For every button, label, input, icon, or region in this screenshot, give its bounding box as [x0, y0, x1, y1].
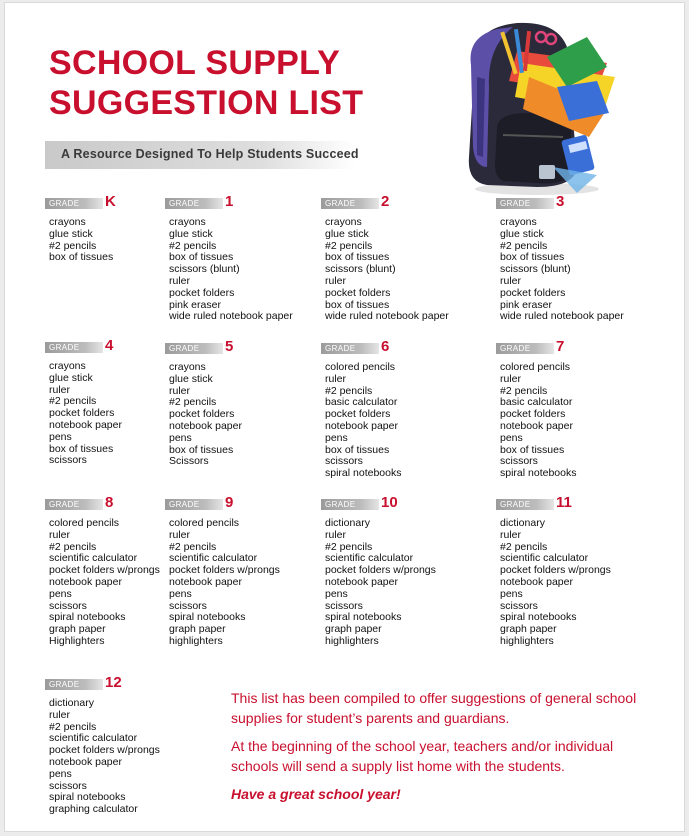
grade-number: 2	[381, 193, 390, 210]
supply-item: box of tissues	[169, 443, 234, 456]
supply-item: highlighters	[325, 634, 379, 647]
supply-item: glue stick	[49, 227, 93, 240]
supply-list	[169, 362, 325, 468]
supply-item: #2 pencils	[49, 395, 97, 408]
supply-item: ruler	[500, 528, 522, 541]
supply-item: pocket folders w/prongs	[169, 564, 280, 577]
supply-item: ruler	[169, 528, 191, 541]
supply-item: spiral notebooks	[325, 611, 402, 624]
supply-item: pens	[325, 587, 348, 600]
supply-item: notebook paper	[325, 575, 398, 588]
supply-item: notebook paper	[49, 755, 122, 768]
supply-item: box of tissues	[49, 251, 114, 264]
supply-item: crayons	[49, 360, 86, 372]
grade-header	[496, 338, 656, 359]
grade-number: 11	[556, 494, 572, 511]
supply-item: #2 pencils	[325, 540, 373, 553]
supply-item: pink eraser	[169, 298, 221, 311]
tagline: A Resource Designed To Help Students Succeed	[61, 147, 359, 161]
grade-header	[165, 193, 325, 214]
grade-label: GRADE	[45, 679, 103, 690]
grade-block-10	[321, 494, 481, 648]
supply-item: pocket folders	[325, 408, 391, 421]
grade-number: 9	[225, 494, 234, 511]
supply-item: graphing calculator	[49, 803, 138, 816]
note-paragraph-1: This list has been compiled to offer suggestions of general school supplies for student’s parents and guardians.	[231, 690, 637, 726]
supply-list	[500, 362, 656, 480]
closing-note	[231, 688, 651, 812]
supply-item: glue stick	[49, 371, 93, 384]
grade-block-5	[165, 338, 325, 468]
document-page	[4, 2, 685, 832]
supply-item: glue stick	[325, 227, 369, 240]
supply-item: pocket folders	[49, 407, 115, 420]
supply-item: pens	[49, 767, 72, 780]
grade-block-2	[321, 193, 481, 323]
supply-item: glue stick	[500, 227, 544, 240]
supply-item: colored pencils	[169, 517, 240, 529]
supply-item: glue stick	[169, 372, 213, 385]
supply-list	[500, 217, 656, 323]
grade-header	[321, 338, 481, 359]
supply-item: scientific calculator	[49, 732, 138, 745]
supply-item: wide ruled notebook paper	[325, 310, 449, 323]
supply-item: box of tissues	[500, 251, 565, 264]
supply-item: ruler	[49, 528, 71, 541]
supply-item: scissors	[500, 455, 538, 468]
supply-item: #2 pencils	[49, 540, 97, 553]
supply-list	[49, 698, 205, 816]
grade-block-9	[165, 494, 325, 648]
grade-label: GRADE	[496, 343, 554, 354]
grade-number: 10	[381, 494, 398, 511]
supply-item: pens	[49, 587, 72, 600]
grade-label: GRADE	[45, 499, 103, 510]
supply-item: glue stick	[169, 227, 213, 240]
supply-item: box of tissues	[49, 442, 114, 455]
supply-item: ruler	[500, 372, 522, 385]
supply-item: pocket folders w/prongs	[325, 564, 436, 577]
supply-item: box of tissues	[169, 251, 234, 264]
supply-item: ruler	[325, 372, 347, 385]
supply-item: scissors	[500, 599, 538, 612]
grade-number: 4	[105, 337, 114, 354]
grade-number: 1	[225, 193, 234, 210]
supply-item: dictionary	[500, 517, 545, 529]
grade-header	[496, 193, 656, 214]
grade-header	[321, 494, 481, 515]
supply-item: pens	[49, 430, 72, 443]
supply-item: dictionary	[325, 517, 370, 529]
supply-item: ruler	[49, 383, 71, 396]
supply-item: pocket folders	[500, 408, 566, 421]
grade-header	[496, 494, 656, 515]
supply-item: scissors	[49, 779, 87, 792]
supply-item: graph paper	[49, 623, 106, 636]
grade-header	[321, 193, 481, 214]
grade-block-11	[496, 494, 656, 648]
supply-item: box of tissues	[325, 251, 390, 264]
grade-label: GRADE	[45, 198, 103, 209]
supply-item: scientific calculator	[500, 552, 589, 565]
supply-item: crayons	[49, 216, 86, 228]
supply-item: pens	[325, 431, 348, 444]
supply-list	[325, 518, 481, 648]
page-title	[49, 43, 363, 123]
supply-item: graph paper	[500, 623, 557, 636]
title-line-2: SUGGESTION LIST	[49, 84, 364, 122]
supply-item: ruler	[169, 384, 191, 397]
supply-item: scissors	[49, 599, 87, 612]
grade-block-3	[496, 193, 656, 323]
supply-item: pink eraser	[500, 298, 552, 311]
supply-item: scientific calculator	[49, 552, 138, 565]
supply-item: notebook paper	[49, 575, 122, 588]
supply-item: pocket folders	[169, 408, 235, 421]
note-closing: Have a great school year!	[231, 786, 401, 802]
supply-item: ruler	[49, 708, 71, 721]
grade-header	[165, 494, 325, 515]
supply-item: ruler	[169, 274, 191, 287]
supply-item: scientific calculator	[325, 552, 414, 565]
supply-item: box of tissues	[325, 443, 390, 456]
supply-list	[325, 362, 481, 480]
supply-item: spiral notebooks	[49, 791, 126, 804]
supply-item: dictionary	[49, 697, 94, 709]
supply-item: ruler	[325, 528, 347, 541]
supply-item: #2 pencils	[169, 540, 217, 553]
grade-number: 3	[556, 193, 565, 210]
supply-item: crayons	[500, 216, 537, 228]
supply-item: notebook paper	[500, 419, 573, 432]
supply-list	[500, 518, 656, 648]
supply-item: notebook paper	[49, 418, 122, 431]
supply-item: pocket folders	[500, 286, 566, 299]
supply-item: crayons	[169, 216, 206, 228]
grade-label: GRADE	[165, 343, 223, 354]
grade-number: 8	[105, 494, 114, 511]
supply-item: #2 pencils	[169, 239, 217, 252]
grade-label: GRADE	[165, 499, 223, 510]
backpack-icon	[457, 17, 623, 197]
grade-label: GRADE	[496, 198, 554, 209]
supply-item: spiral notebooks	[500, 467, 577, 480]
supply-item: box of tissues	[325, 298, 390, 311]
grade-label: GRADE	[45, 342, 103, 353]
supply-item: scissors	[325, 599, 363, 612]
grade-label: GRADE	[321, 343, 379, 354]
supply-item: ruler	[500, 274, 522, 287]
supply-item: graph paper	[169, 623, 226, 636]
supply-item: crayons	[325, 216, 362, 228]
grade-number: 6	[381, 338, 390, 355]
supply-item: spiral notebooks	[325, 467, 402, 480]
supply-item: Scissors	[169, 455, 209, 468]
supply-list	[169, 518, 325, 648]
grade-label: GRADE	[165, 198, 223, 209]
supply-item: #2 pencils	[500, 540, 548, 553]
grade-label: GRADE	[321, 198, 379, 209]
supply-item: pocket folders w/prongs	[49, 744, 160, 757]
supply-item: highlighters	[169, 634, 223, 647]
grade-header	[165, 338, 325, 359]
title-line-1: SCHOOL SUPPLY	[49, 44, 341, 82]
supply-item: scissors	[49, 454, 87, 467]
supply-item: pocket folders w/prongs	[500, 564, 611, 577]
supply-item: crayons	[169, 361, 206, 373]
supply-item: box of tissues	[500, 443, 565, 456]
supply-item: spiral notebooks	[49, 611, 126, 624]
supply-item: wide ruled notebook paper	[500, 310, 624, 323]
supply-list	[325, 217, 481, 323]
grade-number: K	[105, 193, 116, 210]
supply-item: basic calculator	[500, 396, 573, 409]
supply-item: #2 pencils	[169, 396, 217, 409]
grade-number: 12	[105, 674, 122, 691]
supply-item: #2 pencils	[500, 239, 548, 252]
supply-item: spiral notebooks	[500, 611, 577, 624]
supply-item: #2 pencils	[49, 239, 97, 252]
supply-item: notebook paper	[169, 419, 242, 432]
grade-label: GRADE	[321, 499, 379, 510]
supply-item: pens	[169, 587, 192, 600]
grade-number: 5	[225, 338, 234, 355]
supply-item: wide ruled notebook paper	[169, 310, 293, 323]
supply-item: scissors	[169, 599, 207, 612]
supply-list	[169, 217, 325, 323]
supply-item: pocket folders w/prongs	[49, 564, 160, 577]
grade-block-12	[45, 674, 205, 816]
supply-item: scissors (blunt)	[325, 263, 396, 276]
supply-item: pocket folders	[325, 286, 391, 299]
supply-item: colored pencils	[49, 517, 120, 529]
grade-block-1	[165, 193, 325, 323]
supply-item: notebook paper	[500, 575, 573, 588]
supply-item: #2 pencils	[325, 239, 373, 252]
supply-item: colored pencils	[500, 361, 571, 373]
supply-item: highlighters	[500, 634, 554, 647]
supply-item: notebook paper	[169, 575, 242, 588]
supply-item: graph paper	[325, 623, 382, 636]
supply-item: Highlighters	[49, 634, 105, 647]
supply-item: pocket folders	[169, 286, 235, 299]
supply-item: spiral notebooks	[169, 611, 246, 624]
supply-item: scissors (blunt)	[169, 263, 240, 276]
supply-item: basic calculator	[325, 396, 398, 409]
grade-number: 7	[556, 338, 565, 355]
supply-item: pens	[169, 431, 192, 444]
supply-item: #2 pencils	[49, 720, 97, 733]
supply-item: pens	[500, 431, 523, 444]
supply-item: scissors (blunt)	[500, 263, 571, 276]
supply-item: ruler	[325, 274, 347, 287]
supply-item: scissors	[325, 455, 363, 468]
grade-label: GRADE	[496, 499, 554, 510]
grade-block-6	[321, 338, 481, 480]
grade-header	[45, 674, 205, 695]
supply-item: pens	[500, 587, 523, 600]
grade-block-7	[496, 338, 656, 480]
note-paragraph-2: At the beginning of the school year, teachers and/or individual schools will send a supply list home with the students.	[231, 738, 614, 774]
supply-item: #2 pencils	[325, 384, 373, 397]
supply-item: #2 pencils	[500, 384, 548, 397]
supply-item: colored pencils	[325, 361, 396, 373]
supply-item: notebook paper	[325, 419, 398, 432]
supply-item: scientific calculator	[169, 552, 258, 565]
